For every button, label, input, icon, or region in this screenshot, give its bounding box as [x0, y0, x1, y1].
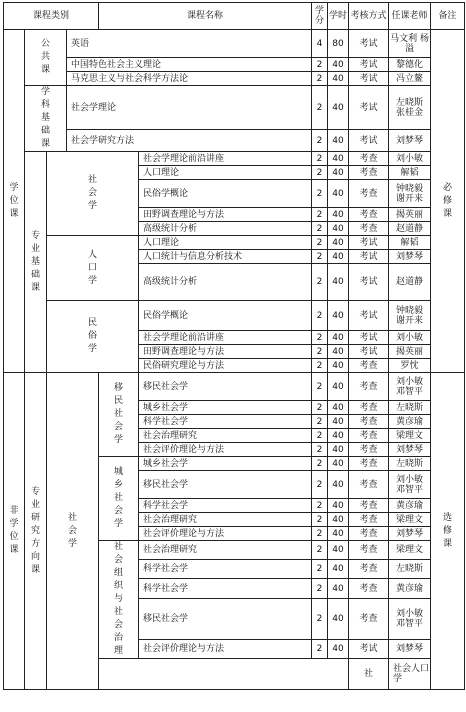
teacher-cell: 刘梦琴 [389, 639, 431, 658]
credit-cell: 2 [312, 527, 328, 541]
course-name: 城乡社会学 [139, 457, 312, 471]
table-row [4, 30, 465, 58]
hours-cell: 40 [328, 560, 349, 579]
hours-cell: 80 [328, 30, 349, 58]
credit-cell: 2 [312, 401, 328, 415]
exam-cell: 考查 [349, 560, 389, 579]
hours-cell: 40 [328, 471, 349, 499]
credit-cell: 2 [312, 429, 328, 443]
course-name: 社会治理研究 [139, 541, 312, 560]
sub-sociology: 社 会 学 [47, 152, 139, 236]
teacher-cell: 黄彦瑜 [389, 579, 431, 598]
hours-cell: 40 [328, 415, 349, 429]
table-row [4, 152, 465, 166]
hours-cell: 40 [328, 373, 349, 401]
course-name: 社会治理研究 [139, 513, 312, 527]
credit-cell: 2 [312, 236, 328, 250]
hours-cell: 40 [328, 401, 349, 415]
teacher-cell: 左晓斯 [389, 560, 431, 579]
credit-cell: 2 [312, 152, 328, 166]
credit-cell: 2 [312, 264, 328, 301]
teacher-cell: 揭英丽 [389, 208, 431, 222]
curriculum-table [3, 2, 465, 690]
credit-cell: 2 [312, 130, 328, 152]
exam-cell: 考查 [349, 222, 389, 236]
credit-cell: 2 [312, 58, 328, 72]
teacher-cell: 左晓斯 张桂金 [389, 86, 431, 130]
teacher-cell: 刘梦琴 [389, 130, 431, 152]
credit-cell: 2 [312, 331, 328, 345]
teacher-cell: 揭英丽 [389, 345, 431, 359]
teacher-cell: 黄彦瑜 [389, 415, 431, 429]
credit-cell: 2 [312, 72, 328, 86]
credit-cell: 2 [312, 180, 328, 208]
course-name: 社会人口学 [389, 659, 431, 690]
header-name: 课程名称 [99, 3, 312, 30]
exam-cell: 考查 [349, 208, 389, 222]
credit-cell: 2 [312, 345, 328, 359]
teacher-cell: 梁理文 [389, 513, 431, 527]
table-row [4, 301, 465, 331]
course-name: 移民社会学 [139, 373, 312, 401]
credit-cell: 4 [312, 30, 328, 58]
exam-cell: 考查 [349, 373, 389, 401]
credit-cell: 2 [312, 250, 328, 264]
table-row [4, 373, 465, 401]
exam-cell: 考查 [349, 499, 389, 513]
credit-cell: 2 [312, 457, 328, 471]
sub-migration: 移 民 社 会 学 [99, 373, 139, 457]
teacher-cell: 刘梦琴 [389, 443, 431, 457]
hours-cell: 40 [328, 541, 349, 560]
exam-cell: 考试 [349, 264, 389, 301]
category-cont [99, 659, 349, 690]
sub-social-org: 社 会 组 织 与 社 会 治 理 [99, 541, 139, 659]
course-name: 科学社会学 [139, 560, 312, 579]
teacher-cell: 冯立鳌 [389, 72, 431, 86]
header-hours: 学时 [328, 3, 349, 30]
exam-cell: 考试 [349, 58, 389, 72]
course-name: 城乡社会学 [139, 401, 312, 415]
exam-cell: 考查 [349, 598, 389, 639]
hours-cell: 40 [328, 208, 349, 222]
header-row [4, 3, 465, 30]
category-degree: 学 位 课 [4, 30, 25, 373]
group-direction: 专 业 研 究 方 向 课 [25, 373, 47, 690]
exam-cell: 考查 [349, 415, 389, 429]
table-row [4, 130, 465, 152]
hours-cell: 40 [328, 598, 349, 639]
exam-cell: 考查 [349, 166, 389, 180]
exam-cell: 考试 [349, 130, 389, 152]
exam-cell: 考查 [349, 401, 389, 415]
hours-cell: 40 [328, 499, 349, 513]
credit-cell: 2 [312, 598, 328, 639]
course-name: 移民社会学 [139, 598, 312, 639]
course-name: 田野调查理论与方法 [139, 345, 312, 359]
exam-cell: 考查 [349, 527, 389, 541]
course-name: 英语 [67, 30, 312, 58]
hours-cell: 40 [328, 236, 349, 250]
credit-cell: 2 [312, 373, 328, 401]
credit-cell: 2 [312, 579, 328, 598]
hours-cell: 40 [328, 180, 349, 208]
exam-cell: 考查 [349, 180, 389, 208]
course-name: 人口理论 [139, 236, 312, 250]
teacher-cell: 马文利 杨 溢 [389, 30, 431, 58]
course-name: 社会学研究方法 [67, 130, 312, 152]
teacher-cell: 刘小敏 邓智平 [389, 598, 431, 639]
teacher-cell: 刘小敏 邓智平 [389, 471, 431, 499]
credit-cell: 2 [312, 415, 328, 429]
hours-cell: 40 [328, 58, 349, 72]
credit-cell: 2 [312, 513, 328, 527]
hours-cell: 40 [328, 331, 349, 345]
course-name: 科学社会学 [139, 415, 312, 429]
hours-cell: 40 [328, 513, 349, 527]
hours-cell: 40 [328, 345, 349, 359]
teacher-cell: 刘小敏 [389, 331, 431, 345]
sub-she: 社 [349, 659, 389, 690]
group-major-basic: 专 业 基 础 课 [25, 152, 47, 373]
hours-cell: 40 [328, 264, 349, 301]
exam-cell: 考查 [349, 513, 389, 527]
exam-cell: 考试 [349, 86, 389, 130]
table-row [4, 72, 465, 86]
teacher-cell: 黄彦瑜 [389, 499, 431, 513]
course-name: 人口理论 [139, 166, 312, 180]
exam-cell: 考查 [349, 429, 389, 443]
exam-cell: 考查 [349, 443, 389, 457]
credit-cell: 2 [312, 301, 328, 331]
teacher-cell: 解韬 [389, 236, 431, 250]
teacher-cell: 钟晓毅 谢开来 [389, 301, 431, 331]
group-basic: 学 科 基 础 课 [25, 86, 67, 152]
course-name: 社会学理论前沿讲座 [139, 152, 312, 166]
header-credit: 学分 [312, 3, 328, 30]
sub-sociology2: 社 会 学 [47, 373, 99, 690]
teacher-cell: 赵道静 [389, 222, 431, 236]
sub-folklore: 民 俗 学 [47, 301, 139, 373]
credit-cell: 2 [312, 639, 328, 658]
hours-cell: 40 [328, 166, 349, 180]
exam-cell: 考试 [349, 236, 389, 250]
hours-cell: 40 [328, 86, 349, 130]
course-name: 移民社会学 [139, 471, 312, 499]
teacher-cell: 罗忱 [389, 359, 431, 373]
exam-cell: 考试 [349, 250, 389, 264]
course-name: 科学社会学 [139, 579, 312, 598]
exam-cell: 考查 [349, 152, 389, 166]
hours-cell: 40 [328, 222, 349, 236]
hours-cell: 40 [328, 429, 349, 443]
credit-cell: 2 [312, 560, 328, 579]
teacher-cell: 刘小敏 [389, 152, 431, 166]
course-name: 社会学理论 [67, 86, 312, 130]
exam-cell: 考试 [349, 331, 389, 345]
teacher-cell: 钟晓毅 谢开来 [389, 180, 431, 208]
teacher-cell: 左晓斯 [389, 457, 431, 471]
course-name: 民俗学概论 [139, 180, 312, 208]
course-name: 人口统计与信息分析技术 [139, 250, 312, 264]
credit-cell: 2 [312, 471, 328, 499]
teacher-cell: 刘小敏 邓智平 [389, 373, 431, 401]
exam-cell: 考查 [349, 471, 389, 499]
course-name: 民俗研究理论与方法 [139, 359, 312, 373]
course-name: 民俗学概论 [139, 301, 312, 331]
hours-cell: 40 [328, 130, 349, 152]
credit-cell: 2 [312, 541, 328, 560]
teacher-cell: 赵道静 [389, 264, 431, 301]
sub-population: 人 口 学 [47, 236, 139, 301]
teacher-cell: 梁理文 [389, 541, 431, 560]
hours-cell: 40 [328, 579, 349, 598]
credit-cell: 2 [312, 86, 328, 130]
teacher-cell: 刘梦琴 [389, 250, 431, 264]
course-name: 高级统计分析 [139, 222, 312, 236]
hours-cell: 40 [328, 152, 349, 166]
course-name: 田野调查理论与方法 [139, 208, 312, 222]
exam-cell: 考查 [349, 579, 389, 598]
course-name: 社会治理研究 [139, 429, 312, 443]
sub-urban-rural: 城 乡 社 会 学 [99, 457, 139, 541]
teacher-cell: 解韬 [389, 166, 431, 180]
credit-cell: 2 [312, 166, 328, 180]
exam-cell: 考查 [349, 541, 389, 560]
remark-elective: 选 修 课 [431, 373, 465, 690]
credit-cell: 2 [312, 499, 328, 513]
course-name: 中国特色社会主义理论 [67, 58, 312, 72]
header-category: 课程类别 [4, 3, 99, 30]
course-name: 社会评价理论与方法 [139, 527, 312, 541]
hours-cell: 40 [328, 457, 349, 471]
header-exam: 考核方式 [349, 3, 389, 30]
exam-cell: 考查 [349, 457, 389, 471]
table-row [4, 236, 465, 250]
hours-cell: 40 [328, 527, 349, 541]
course-name: 社会评价理论与方法 [139, 639, 312, 658]
exam-cell: 考试 [349, 345, 389, 359]
credit-cell: 2 [312, 208, 328, 222]
header-teacher: 任课老师 [389, 3, 431, 30]
credit-cell: 2 [312, 443, 328, 457]
table-row [4, 58, 465, 72]
hours-cell: 40 [328, 72, 349, 86]
exam-cell: 考试 [349, 639, 389, 658]
exam-cell: 考试 [349, 30, 389, 58]
hours-cell: 40 [328, 639, 349, 658]
credit-cell: 2 [312, 222, 328, 236]
group-public: 公 共 课 [25, 30, 67, 86]
teacher-cell: 梁理文 [389, 429, 431, 443]
course-name: 社会学理论前沿讲座 [139, 331, 312, 345]
exam-cell: 考查 [349, 359, 389, 373]
course-name: 马克思主义与社会科学方法论 [67, 72, 312, 86]
remark-required: 必 修 课 [431, 30, 465, 373]
hours-cell: 40 [328, 250, 349, 264]
teacher-cell: 左晓斯 [389, 401, 431, 415]
header-remark: 备注 [431, 3, 465, 30]
course-name: 高级统计分析 [139, 264, 312, 301]
exam-cell: 考试 [349, 72, 389, 86]
exam-cell: 考试 [349, 301, 389, 331]
category-nondegree: 非 学 位 课 [4, 373, 25, 690]
table-row [4, 86, 465, 130]
teacher-cell: 刘梦琴 [389, 527, 431, 541]
course-name: 科学社会学 [139, 499, 312, 513]
course-name: 社会评价理论与方法 [139, 443, 312, 457]
hours-cell: 40 [328, 301, 349, 331]
teacher-cell: 黎德化 [389, 58, 431, 72]
hours-cell: 40 [328, 443, 349, 457]
credit-cell: 2 [312, 359, 328, 373]
hours-cell: 40 [328, 359, 349, 373]
